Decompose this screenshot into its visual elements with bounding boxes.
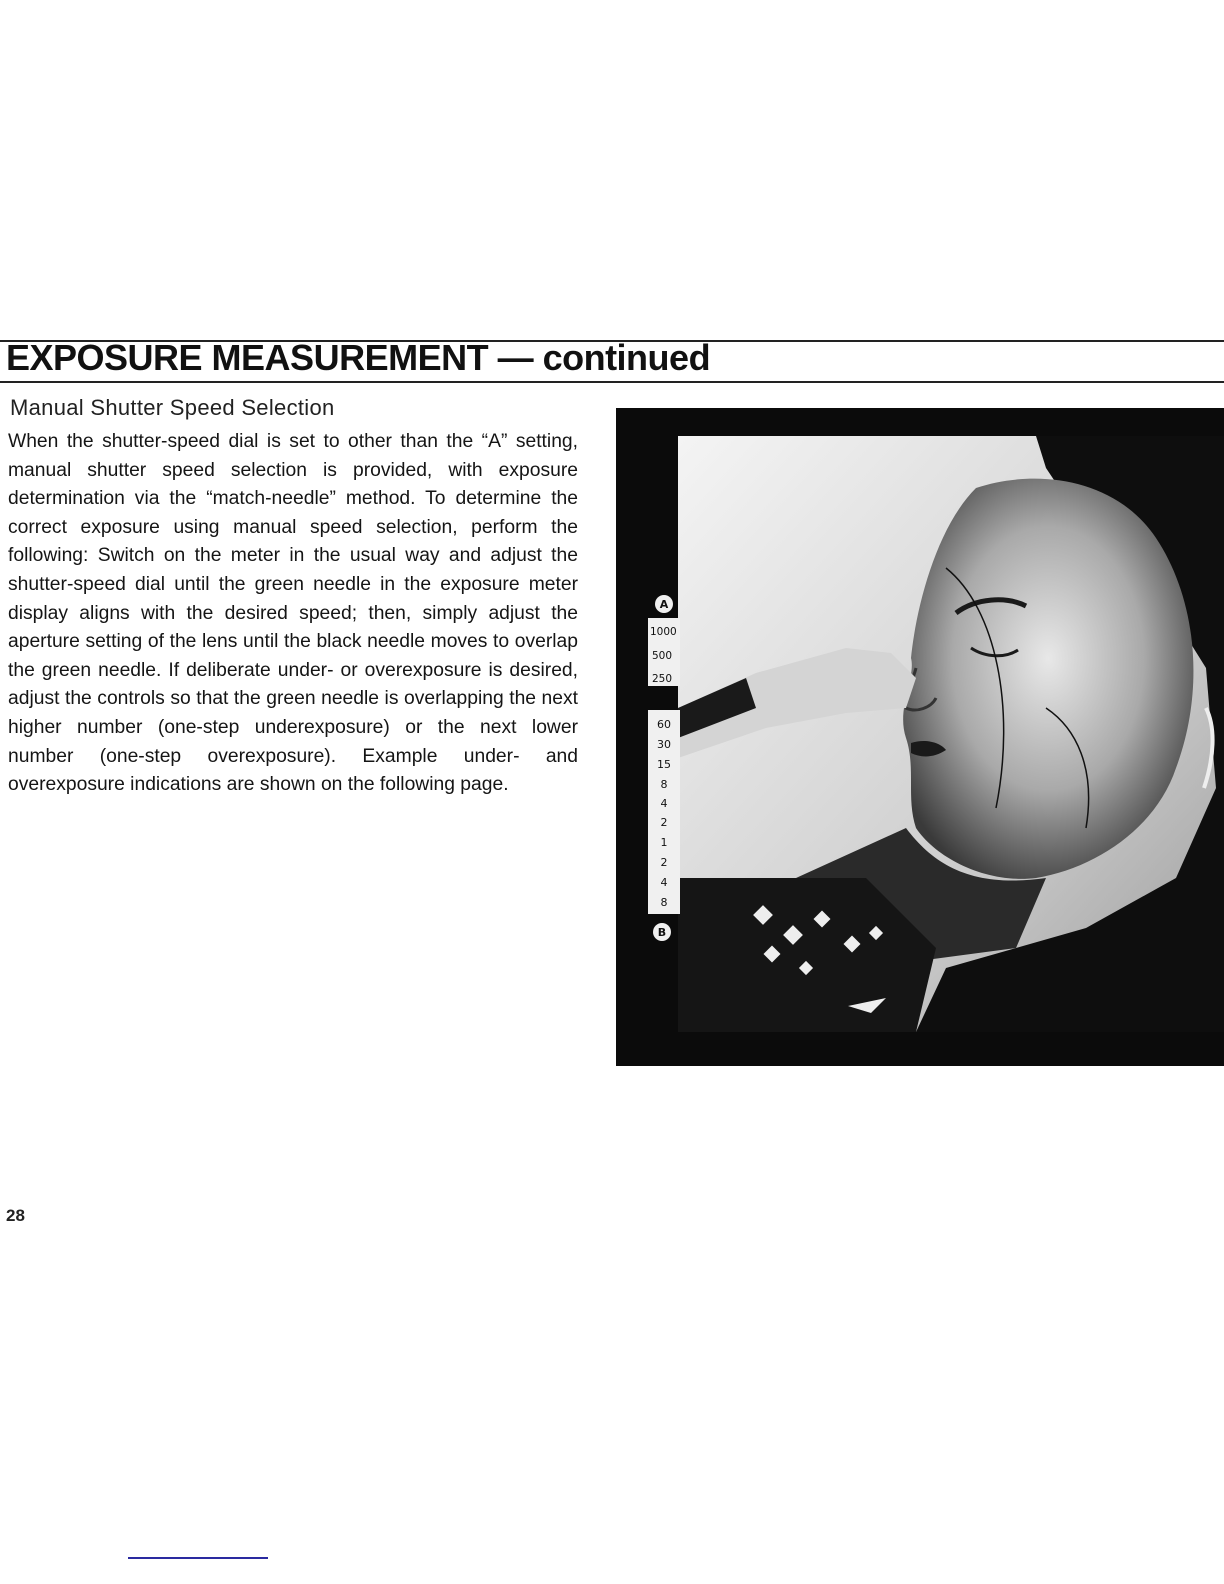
scale-label: 8 — [660, 896, 668, 909]
section-body-text: When the shutter-speed dial is set to other than the “A” setting, manual shutter speed selection is provided, with exposure determination via the “match-needle” method. To determine the correct exposure using manual speed selection, perform the following: Switch on the meter in the usual way and adjust the shutter-speed dial until the green needle in the exposure meter display aligns with the desired speed; then, simply adjust the aperture setting of the lens until the black needle moves to overlap the green needle. If deliberate under- or overexposure is desired, adjust the controls so that the green needle is overlapping the next higher number (one-step underexposure) or the next lower number (one-step overexposure). Example under- and overexposure indications are shown on the following page. — [8, 431, 578, 796]
scale-label: 250 — [652, 673, 673, 685]
scale-label: 60 — [657, 718, 671, 731]
scale-label: 1000 — [650, 626, 677, 638]
scale-label: 2 — [660, 816, 668, 829]
page-number: 28 — [6, 1206, 25, 1225]
scale-label: 4 — [660, 876, 668, 889]
marker-b-label: B — [657, 926, 667, 939]
marker-a-label: A — [659, 598, 669, 611]
scale-label: 500 — [652, 650, 673, 662]
scale-label: 2 — [660, 856, 668, 869]
page-title: EXPOSURE MEASUREMENT — continued — [6, 337, 711, 378]
scale-label: 8 — [660, 778, 668, 791]
scale-label: 1 — [660, 836, 668, 849]
section-subheading: Manual Shutter Speed Selection — [10, 395, 335, 420]
viewfinder-photo — [616, 408, 1224, 1066]
scale-label: 30 — [657, 738, 671, 751]
header-rule-bottom — [0, 381, 1224, 383]
footer-line — [128, 1557, 268, 1559]
scale-label: 4 — [660, 797, 668, 810]
viewfinder-illustration — [616, 408, 1224, 1066]
scale-label: 15 — [657, 758, 671, 771]
